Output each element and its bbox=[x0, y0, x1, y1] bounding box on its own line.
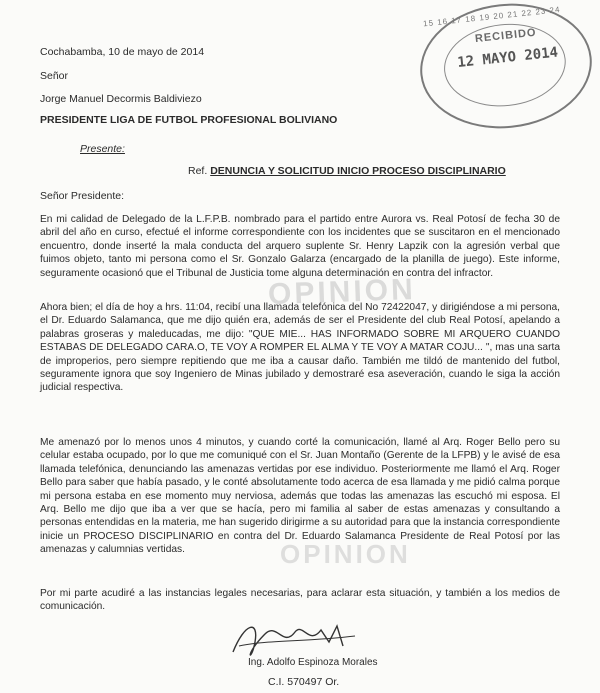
watermark-text: OPINION bbox=[267, 273, 417, 312]
reference-line bbox=[188, 165, 506, 178]
ref-subject: DENUNCIA Y SOLICITUD INICIO PROCESO DISCIPLINARIO bbox=[210, 165, 506, 177]
stamp-title: RECIBIDO bbox=[474, 26, 538, 46]
addressee-name: Jorge Manuel Decormis Baldiviezo bbox=[40, 93, 202, 105]
body-paragraph-3: Me amenazó por lo menos unos 4 minutos, y cuando corté la comunicación, llamé al Arq. Roger Bello pero su celular estaba ocupado, por lo que me comuniqué con el Sr. Juan Montaño (Gerente de la LFPB) y le avisé de esa llamada telefónica, denunciando las amenazas vertidas por ese individuo. Posteriormente me llamó el Arq. Roger Bello para saber que había pasado, y le conté absolutamente todo acerca de esa llamada y me pidió calma porque mi persona estaba en ese momento muy nerviosa, además que todas las amenazas las escuchó mi esposa. El Arq. Bello me dijo que iba a ver que se hacía, pero mi familia al saber de estas amenazas y consultando a personas entendidas en la materia, me han sugerido dirigirme a su autoridad para que la instancia correspondiente inicie un PROCESO DISCIPLINARIO en contra del Dr. Eduardo Salamanca Presidente de Real Potosí por las amenazas y calumnias vertidas. bbox=[40, 437, 560, 556]
received-stamp bbox=[414, 0, 598, 137]
watermark-text-lower: OPINION bbox=[280, 539, 411, 569]
salutation: Señor Presidente: bbox=[40, 190, 125, 202]
ref-prefix: Ref. bbox=[188, 165, 208, 177]
addressee-role: PRESIDENTE LIGA DE FUTBOL PROFESIONAL BOLIVIANO bbox=[40, 114, 338, 126]
body-paragraph-1: En mi calidad de Delegado de la L.F.P.B. nombrado para el partido entre Aurora vs. Real Potosí de fecha 30 de abril del año en curso, efectué el informe correspondiente con los incidentes que se suscitaron en el mencionado encuentro, donde inserté la mala conducta del arquero suplente Sr. Henry Lapzik con la agresión verbal que fuimos objeto, tanto mi persona como el Sr. Gonzalo Galarza (encargado de la planilla de juego). Este informe, seguramente ocasionó que el Tribunal de Justicia tome alguna determinación en contra del infractor. bbox=[40, 214, 560, 279]
presente-line: Presente: bbox=[80, 143, 125, 155]
stamp-date: 12 MAYO 2014 bbox=[456, 44, 559, 72]
body-paragraph-4: Por mi parte acudiré a las instancias legales necesarias, para aclarar esta situación, y también a los medios de comunicación. bbox=[40, 588, 560, 613]
date-line: Cochabamba, 10 de mayo de 2014 bbox=[40, 46, 205, 58]
senor-line: Señor bbox=[40, 70, 69, 82]
stamp-ring-text: 15 16 17 18 19 20 21 22 23 24 bbox=[422, 5, 561, 29]
body-paragraph-2: Ahora bien; el día de hoy a hrs. 11:04, recibí una llamada telefónica del No 72422047, y dirigiéndose a mi persona, el Dr. Eduardo Salamanca, que me dijo quién era, además de ser el Presidente del club Real Potosí, apelando a palabras groseras y maleducadas, me dijo: "QUE MIE... HAS INFORMADO SOBRE MI ARQUERO CUANDO ESTABAS DE DELEGADO CARA.O, TE VOY A ROMPER EL ALMA Y TE VOY A MATAR COJU... ", mas una sarta de improperios, pero siempre repitiendo que me iba a causar daño. También me tildó de mantenido del futbol, seguramente ignora que soy Ingeniero de Minas jubilado y demostraré esa aseveración, cuando le siga la acción judicial respectiva. bbox=[40, 302, 560, 394]
signer-name: Ing. Adolfo Espinoza Morales bbox=[248, 657, 378, 668]
signer-id: C.I. 570497 Or. bbox=[268, 676, 340, 688]
